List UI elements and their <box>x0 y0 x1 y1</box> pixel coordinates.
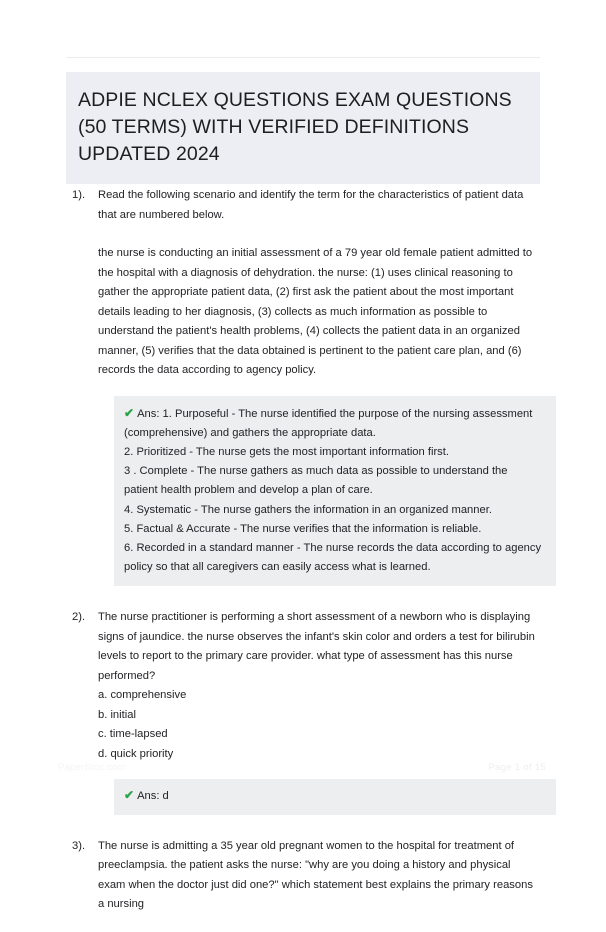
answer-line: 6. Recorded in a standard manner - The nurse records the data according to agency policy so that all caregivers can easily access what is learned. <box>124 541 542 574</box>
answer-box <box>114 396 556 587</box>
option-item: b. initial <box>98 708 136 721</box>
question-block <box>0 608 606 814</box>
answer-box <box>114 779 556 814</box>
question-paragraph: Read the following scenario and identify the term for the characteristics of patient data that are numbered below. <box>98 189 524 221</box>
question-body <box>98 186 540 586</box>
answer-line: 5. Factual & Accurate - The nurse verifies that the information is reliable. <box>124 522 482 535</box>
check-icon: ✔ <box>124 788 135 803</box>
question-number: 2). <box>72 611 86 624</box>
question-body <box>98 608 540 814</box>
document-title-banner <box>66 72 540 184</box>
answer-line: 3 . Complete - The nurse gathers as much data as possible to understand the patient health problem and develop a plan of care. <box>124 465 508 497</box>
watermark: PaperStoc.com <box>58 762 126 773</box>
option-item: c. time-lapsed <box>98 728 168 741</box>
question-paragraph: The nurse practitioner is performing a short assessment of a newborn who is displaying signs of jaundice. the nurse observes the infant's skin color and orders a test for bilirubin levels to report to the primary care provider. what type of assessment has this nurse performed? <box>98 611 535 682</box>
answer-text: Ans: d <box>137 790 169 803</box>
answer-line <box>124 404 544 443</box>
question-number: 1). <box>72 189 86 201</box>
question-paragraph: The nurse is admitting a 35 year old pregnant women to the hospital for treatment of preeclampsia. the patient asks the nurse: "why are you doing a history and physical exam when the doctor just did one?" which statement best explains the primary reasons a nursing <box>98 839 533 911</box>
answer-line: 2. Prioritized - The nurse gets the most important information first. <box>124 445 449 458</box>
page-title: ADPIE NCLEX QUESTIONS EXAM QUESTIONS (50 TERMS) WITH VERIFIED DEFINITIONS UPDATED 2024 <box>78 89 512 165</box>
page-number: Page 1 of 15 <box>488 762 546 773</box>
question-block <box>0 186 606 586</box>
question-number: 3). <box>72 839 86 852</box>
header-divider <box>66 57 540 58</box>
answer-options <box>98 686 540 764</box>
question-paragraph: the nurse is conducting an initial assessment of a 79 year old female patient admitted to the hospital with a diagnosis of dehydration. the nurse: (1) uses clinical reasoning to gather the appropriate patient data, (2) first ask the patient about the most important details leading to her diagnosis, (3) collects as much information as possible to understand the patient's health problems, (4) collects the patient data in an organized manner, (5) verifies that the data obtained is pertinent to the patient care plan, and (6) records the data according to agency policy. <box>98 247 533 376</box>
option-item: a. comprehensive <box>98 689 187 702</box>
answer-line: 4. Systematic - The nurse gathers the information in an organized manner. <box>124 503 492 516</box>
option-item: d. quick priority <box>98 747 174 760</box>
page-footer <box>0 762 606 782</box>
check-icon: ✔ <box>124 405 135 420</box>
answer-text: Ans: 1. Purposeful - The nurse identified the purpose of the nursing assessment (comprehensive) and gathers the appropriate data. <box>124 407 533 439</box>
question-body <box>98 837 540 915</box>
answer-line <box>124 786 544 806</box>
questions-container <box>0 186 606 932</box>
question-block <box>0 837 606 915</box>
